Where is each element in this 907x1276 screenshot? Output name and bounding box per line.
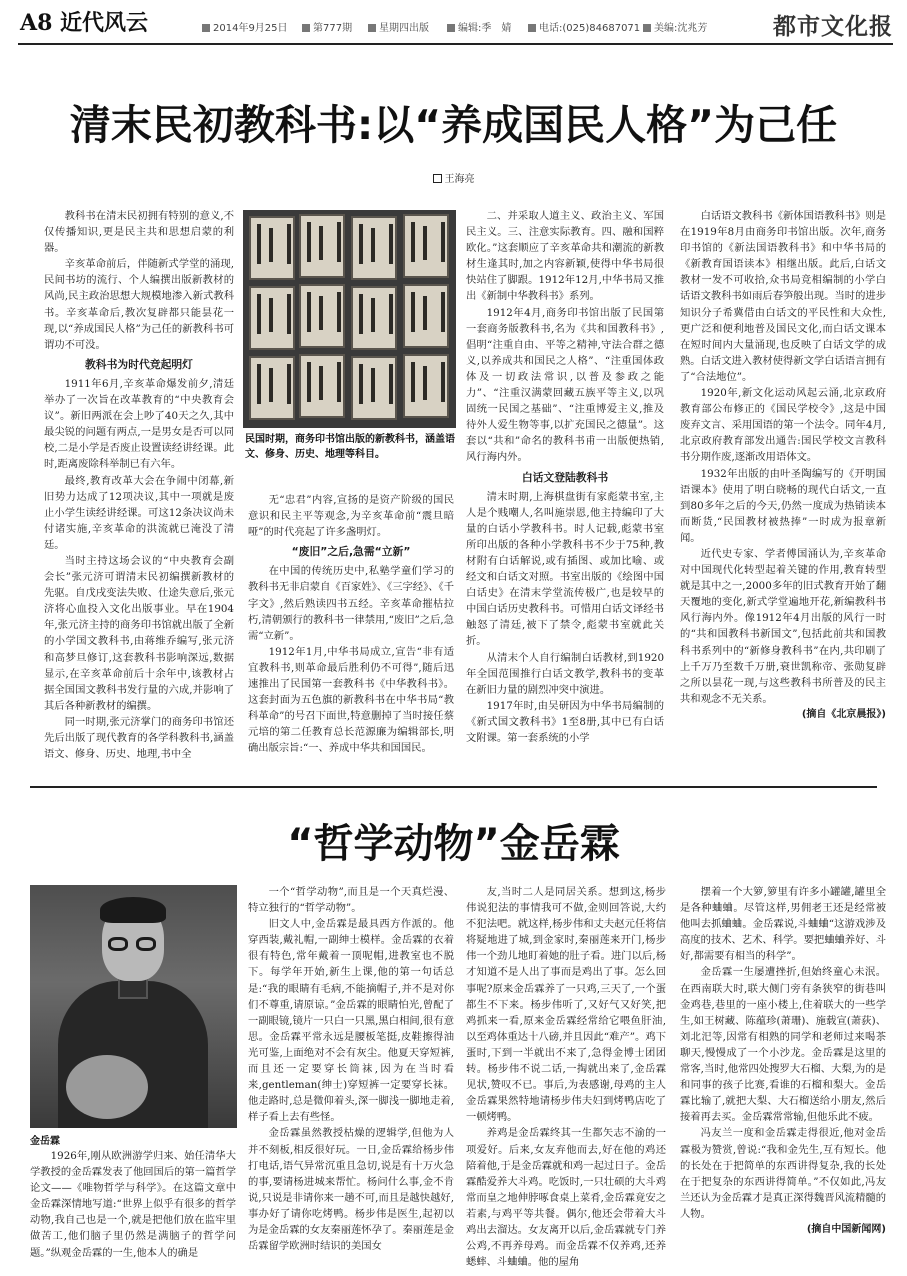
paragraph: 金岳霖虽然教授枯燥的逻辑学,但他为人并不刻板,相反很好玩。一日,金岳霖给杨步伟打电话,语气异常沉重且急切,说是有十万火急的事,要请杨进城来帮忙。杨问什么事,金不肯说,只说是非请你来一趟不可,而且是越快越好,事办好了请你吃烤鸭。杨步伟是医生,起初以为是金岳霖的女友秦丽莲怀孕了。秦丽莲是金岳霖留学欧洲时结识的美国女 xyxy=(248,1127,454,1253)
square-bullet-icon xyxy=(368,24,376,32)
article2-col-4 xyxy=(680,884,886,1270)
paragraph: 同一时期,张元济掌门的商务印书馆还先后出版了现代教育的各学科教科书,涵盖语文、修身、历史、地理,书中全 xyxy=(44,715,234,761)
issue-text: 第777期 xyxy=(313,23,353,34)
subheading: 白话文登陆教科书 xyxy=(521,470,609,484)
article1-col-3 xyxy=(466,208,664,778)
square-bullet-icon xyxy=(302,24,310,32)
date-text: 2014年9月25日 xyxy=(213,23,288,34)
paragraph: 1911年6月,辛亥革命爆发前夕,清廷举办了一次旨在改革教育的“中央教育会议”。新旧两派在会上吵了40天之久,其中最尖锐的问题有两点,一是男女是否可以同校,二是小学是否废止设置读经讲经课。此时,距离废除科举制已有六年。 xyxy=(44,377,234,471)
weekday-text: 星期四出版 xyxy=(379,23,429,34)
textbooks-photo-caption: 民国时期，商务印书馆出版的新教科书，涵盖语文、修身、历史、地理等科目。 xyxy=(245,434,455,460)
issue-meta xyxy=(302,19,352,34)
byline-box-icon xyxy=(433,174,442,183)
square-bullet-icon xyxy=(643,24,651,32)
paragraph: 无“忠君”内容,宣扬的是资产阶级的国民意识和民主平等观念,为辛亥革命前“震旦暗哑”的时代亮起了许多盏明灯。 xyxy=(248,494,454,539)
paragraph: 冯友兰一度和金岳霖走得很近,他对金岳霖极为赞赏,曾说:“我和金先生,互有短长。他的长处在于把简单的东西讲得复杂,我的长处在于把复杂的东西讲得简单。”不仅如此,冯友兰还认为金岳霖才是真正深得魏晋风流精髓的人物。 xyxy=(680,1127,886,1220)
paragraph: 二、并采取人道主义、政治主义、军国民主义。三、注意实际教育。四、融和国粹欧化。”这套顺应了辛亥革命共和潮流的新教材生逢其时,加之内容新颖,使得中华书局很快站住了脚跟。1912年12月,中华书局又推出《新制中华教科书》系列。 xyxy=(466,210,664,303)
square-bullet-icon xyxy=(528,24,536,32)
byline-author: 王海亮 xyxy=(444,174,475,185)
paragraph: 在中国的传统历史中,私塾学童们学习的教科书无非启蒙自《百家姓》、《三字经》、《千字文》,然后熟读四书五经。辛亥革命摧枯拉朽,清朝颁行的教科书一律禁用,“废旧”之后,急需“立新”。 xyxy=(248,565,454,642)
newspaper-brand: 都市文化报 xyxy=(773,14,893,40)
article2-col-1 xyxy=(30,1148,236,1270)
article2-col-3 xyxy=(466,884,666,1270)
paragraph: 1917年时,由吴研因为中华书局编制的《新式国文教科书》1至8册,其中已有白话文附课。第一套系统的小学 xyxy=(466,699,664,744)
paragraph: 金岳霖一生屡遭挫折,但始终童心未泯。在西南联大时,联大侧门旁有条狭窄的街巷叫金鸡巷,巷里的一座小楼上,住着联大的一些学生,如王树藏、陈蕴珍(萧珊)、施载宣(萧荻)、刘北汜等,因常有相熟的同学和老师过来喝茶聊天,慢慢成了一个小沙龙。金岳霖是这里的常客,当时,他常四处搜罗大石榴、大梨,为的是和同事的孩子比赛,看谁的石榴和梨大。金岳霖比输了,就把大梨、大石榴送给小朋友,然后接着再去买。金岳霖常常输,但他乐此不疲。 xyxy=(680,966,886,1124)
section-label: A8 近代风云 xyxy=(20,10,149,36)
paragraph: 友,当时二人是同居关系。想到这,杨步伟说犯法的事情我可不做,金则回答说,大约不犯法吧。就这样,杨步伟和丈夫赵元任将信将疑地进了城,到金家时,秦丽莲来开门,杨步伟一个劲儿地盯着她的肚子看。进门以后,杨才知道不是人出了事而是鸡出了事。怎么回事呢?原来金岳霖养了一只鸡,三天了,一个蛋都生不下来。杨步伟听了,又好气又好笑,把鸡抓来一看,原来金岳霖经常给它喂鱼肝油,以至鸡体重达十八磅,并且因此“难产”。鸡下蛋时,下到一半就出不来了,急得金博士团团转。杨步伟不说二话,一掏就出来了,金岳霖见状,赞叹不已。事后,为表感谢,母鸡的主人金岳霖果然特地请杨步伟夫妇到烤鸭店吃了一顿烤鸭。 xyxy=(466,886,666,1124)
article-divider xyxy=(30,786,877,788)
portrait-caption: 金岳霖 xyxy=(30,1136,60,1147)
paragraph: 当时主持这场会议的“中央教育会副会长”张元济可谓清末民初编撰新教材的先驱。自戊戌变法失败、仕途失意后,张元济将心血投入文化出版事业。早在1904年,张元济主持的商务印书馆就出版了全新的小学国文教科书,由蒋维乔编写,张元济和高梦旦修订,这套教科书影响深远,数据显示,在辛亥革命前后十余年中,该教材占据全国国文教科书发行量的六成,并影响了其后各种新教材的编撰。 xyxy=(44,554,234,712)
masthead-rule xyxy=(18,43,893,45)
article2-col-2 xyxy=(248,884,454,1270)
paragraph: 1926年,刚从欧洲游学归来、始任清华大学教授的金岳霖发表了他回国后的第一篇哲学论文——《唯物哲学与科学》。在这篇文章中金岳霖深情地写道:“世界上似乎有很多的哲学动物,我自己也是一个,就是把他们放在监牢里做苦工,他们脑子里仍然是满脑子的哲学问题。”纵观金岳霖的一生,他本人的确是 xyxy=(30,1150,236,1259)
editor-meta xyxy=(447,19,511,34)
source-credit: (摘自《北京晨报》) xyxy=(801,708,886,720)
editor-text: 编辑:季 婧 xyxy=(458,23,512,34)
textbooks-photo xyxy=(243,210,456,428)
masthead xyxy=(0,0,907,44)
paragraph: 清末时期,上海棋盘街有家彪蒙书室,主人是个贱嘲人,名叫施崇恩,他主持编印了大量的白话小学教科书。时人记载,彪蒙书室所印出版的各种小学教科书不少于75种,教材附有白话解说,或有插图、或加比喻、或经文和白话文对照。书室出版的《绘图中国白话史》在清末学堂流传极广,也是较早的中国白话历史教科书。可惜用白话文译经书触怒了清廷,被下了禁令,彪蒙书室就此关折。 xyxy=(466,490,664,648)
paragraph: 摆着一个大箩,箩里有许多小罐罐,罐里全是各种蛐蛐。尽管这样,男佣老王还是经常被他叫去抓蛐蛐。金岳霖说,斗蛐蛐“这游戏涉及高度的技术、艺术、科学。要把蛐蛐养好、斗好,都需要有相当的科学”。 xyxy=(680,886,886,963)
article1-col-2 xyxy=(248,492,454,778)
jin-yuelin-portrait xyxy=(30,885,237,1128)
paragraph: 旧文人中,金岳霖是最具西方作派的。他穿西装,戴礼帽,一副绅士模样。金岳霖的衣着很有特色,常年戴着一顶呢帽,进教室也不脱下。每学年开始,新生上课,他的第一句话总是:“我的眼睛有毛病,不能摘帽子,并不是对你们不尊重,请原谅。”金岳霖的眼睛怕光,曾配了一副眼镜,镜片一只白一只黑,黑白相间,很有意思。金岳霖平常永远是腰板笔挺,皮鞋擦得油光可鉴,上面绝对不会有灰尘。他夏天穿短裤,而且还一定要穿长筒袜,因为在当时看来,gentleman(绅士)穿短裤一定要穿长袜。他走路时,总是微仰着头,深一脚浅一脚地走着,样子看上去有些怪。 xyxy=(248,918,454,1124)
paragraph: 1932年出版的由叶圣陶编写的《开明国语课本》使用了明白晓畅的现代白话文,一直到80多年之后的今天,仍然一度成为热销读本而断货,“民国教材被热捧”一时成为报章新闻。 xyxy=(680,467,886,544)
paragraph: 1920年,新文化运动风起云涌,北京政府教育部公布修正的《国民学校令》,这是中国废弃文言、采用国语的第一个法令。同年4月,北京政府教育部发出通告:国民学校文言教科书分期作废,逐渐改用语体文。 xyxy=(680,387,886,464)
date-meta xyxy=(202,19,288,34)
paragraph: 辛亥革命前后，伴随新式学堂的涌现,民间书坊的流行、个人编撰出版新教材的风尚,民主政治思想大规模地渗入新式教科书。辛亥革命后,教次复辟都只能昙花一现,以“养成国民人格”为己任的新教科书可谓功不可没。 xyxy=(44,258,234,351)
paragraph: 近代史专家、学者傅国涌认为,辛亥革命对中国现代化转型起着关键的作用,教育转型就是其中之一,2000多年的旧式教育开始了翻天覆地的变化,新式学堂遍地开花,新编教科书风行海内外。像1912年4月出版的风行一时的“共和国教科书新国文”,包括此前共和国教科书系列中的“新修身教科书”在内,共印刷了上千万乃至数千万册,衰世凯称帝、张勋复辟之所以昙花一现,与这些教科书所普及的民主共和观念不无关系。 xyxy=(680,547,886,705)
article1-col-4 xyxy=(680,208,886,778)
source-credit: (摘自中国新闻网) xyxy=(806,1223,886,1235)
paragraph: 1912年1月,中华书局成立,宣告“非有适宜教科书,则革命最后胜利仍不可得”,随后迅速推出了民国第一套教科书《中华教科书》。这套封面为五色旗的新教科书在中华书局“教科革命”的号召下面世,特意删掉了当时接任蔡元培的第二任教育总长范源廉为编辑部长,明确出版宗旨:“一、养成中华共和国国民。 xyxy=(248,645,454,755)
subheading: “废旧”之后,急需“立新” xyxy=(291,545,411,559)
designer-meta xyxy=(643,19,707,34)
paragraph: 1912年4月,商务印书馆出版了民国第一套商务版教科书,名为《共和国教科书》,倡明“注重自由、平等之精神,守法合群之德义,以养成共和国民之人格”、“注重国体政体及一切政法常识,以普及参政之能力”、“注重汉满蒙回藏五族平等主义,以巩固统一民国之基础”、“注重博爱主义,推及待外人爱生物等事,以扩充国民之德量”。这套以“共和”命名的教科书甫一出版便热销,风行海内外。 xyxy=(466,306,664,464)
paragraph: 最终,教育改革大会在争闹中闭幕,新旧势力达成了12项决议,其中一项就是废止小学生读经讲经课。可这12条决议尚未付诸实施,辛亥革命的洪流就已淹没了清廷。 xyxy=(44,474,234,551)
designer-text: 美编:沈兆芳 xyxy=(654,23,708,34)
square-bullet-icon xyxy=(447,24,455,32)
paragraph: 白话语文教科书《新体国语教科书》则是在1919年8月由商务印书馆出版。次年,商务印书馆的《新法国语教科书》和中华书局的《新教育国语读本》相继出版。此后,白话文教材一发不可收拾,众书局竞相编制的小学白话语文教科书如雨后春笋般出现。当时的进步知识分子希冀借由白话文的平民性和大众性,更广泛和便利地普及国民文化,而白话文课本在短时间内大量涌现,也反映了白话文学的成熟。白话文进入教材使得新文学白话语言拥有了“合法地位”。 xyxy=(680,210,886,383)
weekday-meta xyxy=(368,19,429,34)
paragraph: 从清末个人自行编制白话教材,到1920年全国范围推行白话文教学,教科书的变革在新旧力量的剧烈冲突中演进。 xyxy=(466,651,664,696)
article1-byline xyxy=(0,170,907,185)
paragraph: 教科书在清末民初拥有特别的意义,不仅传播知识,更是民主共和思想启蒙的利器。 xyxy=(44,210,234,255)
article2-headline: “哲学动物”金岳霖 xyxy=(287,821,620,867)
subheading: 教科书为时代竞起明灯 xyxy=(85,357,193,371)
article1-headline: 清末民初教科书:以“养成国民人格”为己任 xyxy=(69,101,838,149)
square-bullet-icon xyxy=(202,24,210,32)
paragraph: 养鸡是金岳霖终其一生都矢志不渝的一项爱好。后来,女友弃他而去,好在他的鸡还陪着他,于是金岳霖就和鸡一起过日子。金岳霖酷爱养大斗鸡。吃饭时,一只壮硕的大斗鸡常而皇之地伸脖啄食桌上菜肴,金岳霖竟安之若素,与鸡平等共餐。偶尔,他还会带着大斗鸡出去溜达。女友离开以后,金岳霖就专门养公鸡,不再养母鸡。而金岳霖不仅养鸡,还养蟋蟀、斗蛐蛐。他的屋角 xyxy=(466,1127,666,1269)
article1-col-1 xyxy=(44,208,234,778)
paragraph: 一个“哲学动物”,而且是一个天真烂漫、特立独行的“哲学动物”。 xyxy=(248,886,454,915)
phone-text: 电话:(025)84687071 xyxy=(539,23,641,34)
phone-meta xyxy=(528,19,640,34)
